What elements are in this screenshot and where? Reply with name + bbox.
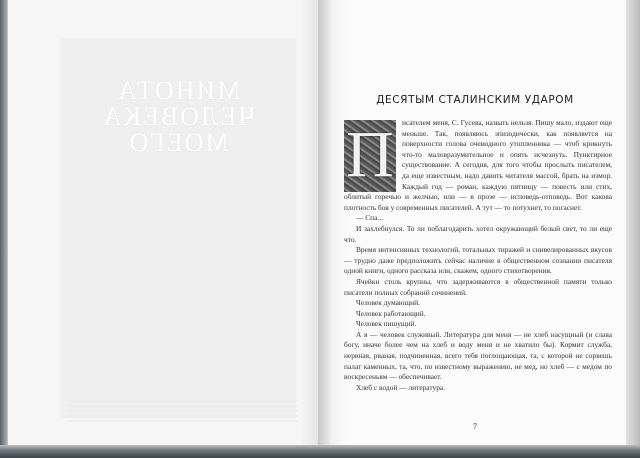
paragraph: А я — человек служивый. Литература для меня — не хлеб насущный (и слава богу, иначе более чем на хлеб и воду меня и не хватило бы). Кормит служба, нервная, рваная, подчиненная, всего тебя поглощающая, та, с которой не сорвешь палат каменных, та, что, по известному выражению, не мед, но хлеб — с медом по воскресеньям — обеспечивает.: [344, 329, 612, 382]
drop-cap-letter: П: [346, 118, 394, 191]
book-gutter: [300, 0, 330, 446]
paragraph: Время интенсивных технологий, тотальных тиражей и снивелированных вкусов — трудно даже предположить сейчас наличие в общественном сознании писателя одной книги, одного рассказа или, скажем, одного стихотворения.: [344, 245, 612, 276]
chapter-title: ДЕСЯТЫМ СТАЛИНСКИМ УДАРОМ: [376, 94, 574, 106]
left-page: [8, 0, 318, 446]
paragraph: Человек думающий.: [356, 298, 420, 308]
bleed-through-lines: [68, 400, 298, 422]
paragraph: Человек работающий.: [356, 308, 426, 318]
paragraph: — Спа...: [356, 213, 383, 223]
page-edge-right: [626, 0, 640, 446]
scan-edge-bottom: [0, 445, 640, 458]
paragraph: И захлебнулся. То ли поблагодарить хотел окружающий белый свет, то ли еще что.: [344, 223, 612, 244]
paragraph: исателем меня, С. Гусева, назвать нельзя. Пишу мало, издают еще меньше. Так, появляюсь эпизодически, как появляется на поверхности голова очевидного утопленника — чтоб крикнуть что-то маловразумительное и опять исчезнуть. Пунктирное существование. А сегодня, для того чтобы прослыть писателем, да еще известным, надо давить читателя массой, брать на измор. Каждый год — роман, каждую пятницу — повесть или стих, облитый горечью и желчью, или — в прозе — исповедь-отповедь. Вот какова плотность боя у современных писателей. А тут — то потухнет, то погаснет.: [344, 118, 612, 212]
drop-cap-ornament: [344, 120, 396, 192]
paragraph: Человек пишущий.: [356, 319, 417, 329]
paragraph: Ячейки столь крупны, что задерживаются в общественной памяти только писатели полных собраний сочинений.: [344, 276, 612, 297]
bleed-through-title: МИНОТА ЧЕЛОВЕКА МОЕГО: [100, 76, 256, 157]
body-text: [344, 118, 612, 393]
page-number: 7: [473, 422, 477, 431]
paragraph: Хлеб с водой — литература.: [356, 382, 446, 392]
